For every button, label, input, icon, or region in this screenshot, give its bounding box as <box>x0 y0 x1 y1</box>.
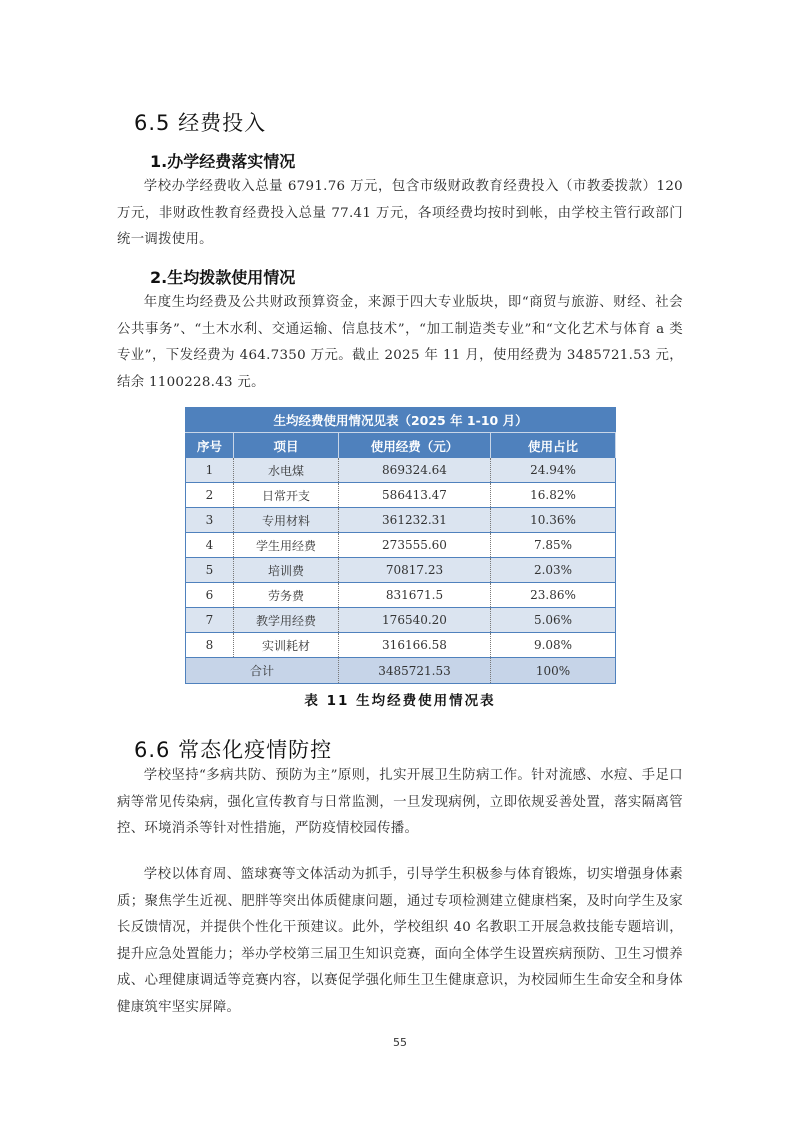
cell-ratio: 10.36% <box>491 508 616 533</box>
column-header-amount: 使用经费（元） <box>339 433 491 459</box>
paragraph-per-student-allocation: 年度生均经费及公共财政预算资金，来源于四大专业版块，即“商贸与旅游、财经、社会公共事务”、“土木水利、交通运输、信息技术”，“加工制造类专业”和“文化艺术与体育 a 类专业”，下发经费为 464.7350 万元。截止 2025 年 11 月，使用经费为 3485721.53 元，结余 1100228.43 元。 <box>117 295 683 390</box>
subheading-funding-implementation: 1.办学经费落实情况 <box>150 152 296 171</box>
cell-no: 8 <box>186 633 234 658</box>
cell-item: 日常开支 <box>234 483 339 508</box>
cell-no: 7 <box>186 608 234 633</box>
total-ratio: 100% <box>491 658 616 684</box>
cell-item: 实训耗材 <box>234 633 339 658</box>
cell-item: 教学用经费 <box>234 608 339 633</box>
table-row <box>186 558 616 583</box>
cell-amount: 176540.20 <box>339 608 491 633</box>
table-title: 生均经费使用情况见表（2025 年 1-10 月） <box>186 408 616 433</box>
cell-ratio: 7.85% <box>491 533 616 558</box>
cell-no: 1 <box>186 458 234 483</box>
paragraph-funding-implementation: 学校办学经费收入总量 6791.76 万元，包含市级财政教育经费投入（市教委拨款）120 万元，非财政性教育经费投入总量 77.41 万元，各项经费均按时到帐，由学校主管行政部门统一调拨使用。 <box>117 179 683 247</box>
column-header-ratio: 使用占比 <box>491 433 616 459</box>
table-caption: 表 11 生均经费使用情况表 <box>304 693 496 709</box>
paragraph-health-activities: 学校以体育周、篮球赛等文体活动为抓手，引导学生积极参与体育锻炼，切实增强身体素质；聚焦学生近视、肥胖等突出体质健康问题，通过专项检测建立健康档案，及时向学生及家长反馈情况，并提供个性化干预建议。此外，学校组织 40 名教职工开展急救技能专题培训，提升应急处置能力；举办学校第三届卫生知识竞赛，面向全体学生设置疾病预防、卫生习惯养成、心理健康调适等竞赛内容，以赛促学强化师生卫生健康意识，为校园师生生命安全和身体健康筑牢坚实屏障。 <box>117 867 683 1015</box>
cell-amount: 586413.47 <box>339 483 491 508</box>
table-row <box>186 633 616 658</box>
cell-ratio: 16.82% <box>491 483 616 508</box>
total-amount: 3485721.53 <box>339 658 491 684</box>
cell-amount: 316166.58 <box>339 633 491 658</box>
table-row <box>186 533 616 558</box>
cell-no: 2 <box>186 483 234 508</box>
column-header-no: 序号 <box>186 433 234 459</box>
subheading-per-student-allocation: 2.生均拨款使用情况 <box>150 268 296 287</box>
table-row <box>186 508 616 533</box>
cell-no: 5 <box>186 558 234 583</box>
funding-usage-table <box>185 407 616 684</box>
cell-amount: 273555.60 <box>339 533 491 558</box>
cell-ratio: 5.06% <box>491 608 616 633</box>
column-header-item: 项目 <box>234 433 339 459</box>
table-row <box>186 483 616 508</box>
cell-amount: 361232.31 <box>339 508 491 533</box>
cell-item: 专用材料 <box>234 508 339 533</box>
cell-ratio: 9.08% <box>491 633 616 658</box>
cell-no: 6 <box>186 583 234 608</box>
section-heading-6-6: 6.6 常态化疫情防控 <box>134 738 333 762</box>
total-label: 合计 <box>186 658 339 684</box>
table-row <box>186 583 616 608</box>
page-number: 55 <box>393 1036 407 1049</box>
cell-ratio: 2.03% <box>491 558 616 583</box>
section-heading-6-5: 6.5 经费投入 <box>134 111 267 135</box>
cell-amount: 70817.23 <box>339 558 491 583</box>
table-total-row <box>186 658 616 684</box>
cell-item: 水电煤 <box>234 458 339 483</box>
cell-ratio: 24.94% <box>491 458 616 483</box>
paragraph-disease-prevention: 学校坚持“多病共防、预防为主”原则，扎实开展卫生防病工作。针对流感、水痘、手足口病等常见传染病，强化宣传教育与日常监测，一旦发现病例，立即依规妥善处置，落实隔离管控、环境消杀等针对性措施，严防疫情校园传播。 <box>117 768 683 836</box>
table-row <box>186 608 616 633</box>
cell-item: 学生用经费 <box>234 533 339 558</box>
cell-ratio: 23.86% <box>491 583 616 608</box>
cell-item: 培训费 <box>234 558 339 583</box>
cell-amount: 831671.5 <box>339 583 491 608</box>
cell-amount: 869324.64 <box>339 458 491 483</box>
table-row <box>186 458 616 483</box>
cell-item: 劳务费 <box>234 583 339 608</box>
cell-no: 4 <box>186 533 234 558</box>
cell-no: 3 <box>186 508 234 533</box>
